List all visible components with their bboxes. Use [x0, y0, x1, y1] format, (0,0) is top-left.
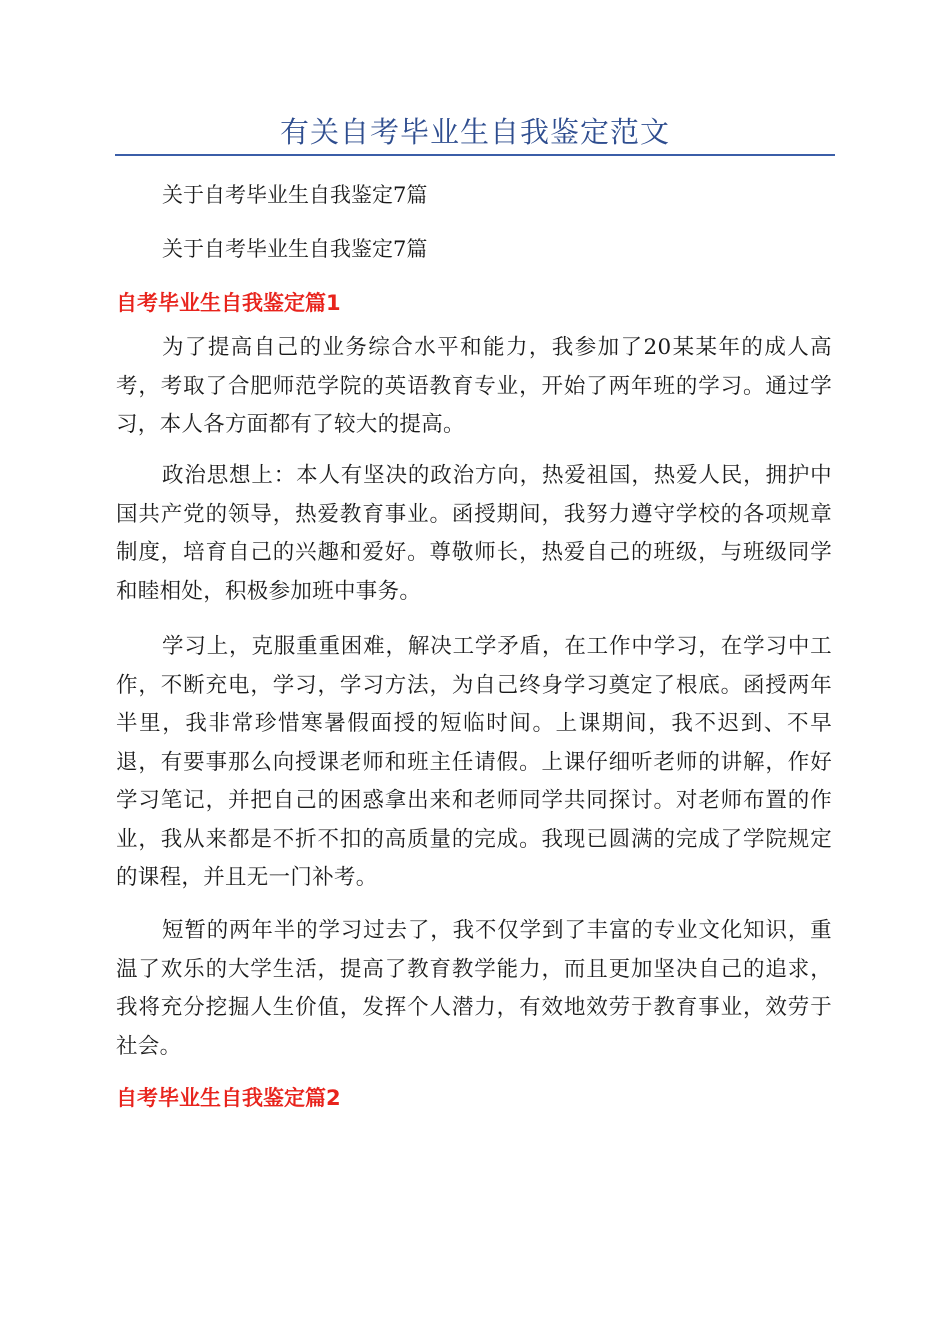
intro-line-2: 关于自考毕业生自我鉴定7篇 [162, 237, 428, 261]
paragraph-2: 政治思想上：本人有坚决的政治方向，热爱祖国，热爱人民，拥护中国共产党的领导，热爱教育事业。函授期间，我努力遵守学校的各项规章制度，培育自己的兴趣和爱好。尊敬师长，热爱自己的班级，与班级同学和睦相处，积极参加班中事务。 [116, 463, 832, 604]
paragraph-1: 为了提高自己的业务综合水平和能力，我参加了20某某年的成人高考，考取了合肥师范学院的英语教育专业，开始了两年班的学习。通过学习，本人各方面都有了较大的提高。 [116, 335, 832, 437]
title-underline [115, 154, 835, 156]
paragraph-4: 短暂的两年半的学习过去了，我不仅学到了丰富的专业文化知识，重温了欢乐的大学生活，提高了教育教学能力，而且更加坚决自己的追求，我将充分挖掘人生价值，发挥个人潜力，有效地效劳于教育事业，效劳于社会。 [116, 918, 832, 1059]
section-heading-1: 自考毕业生自我鉴定篇1 [116, 291, 341, 315]
section-heading-2: 自考毕业生自我鉴定篇2 [116, 1086, 341, 1110]
document-title: 有关自考毕业生自我鉴定范文 [279, 115, 670, 149]
paragraph-3: 学习上，克服重重困难，解决工学矛盾，在工作中学习，在学习中工作，不断充电，学习，学习方法，为自己终身学习奠定了根底。函授两年半里，我非常珍惜寒暑假面授的短临时间。上课期间，我不迟到、不早退，有要事那么向授课老师和班主任请假。上课仔细听老师的讲解，作好学习笔记，并把自己的困惑拿出来和老师同学共同探讨。对老师布置的作业，我从来都是不折不扣的高质量的完成。我现已圆满的完成了学院规定的课程，并且无一门补考。 [116, 634, 832, 890]
intro-line-1: 关于自考毕业生自我鉴定7篇 [162, 183, 428, 207]
